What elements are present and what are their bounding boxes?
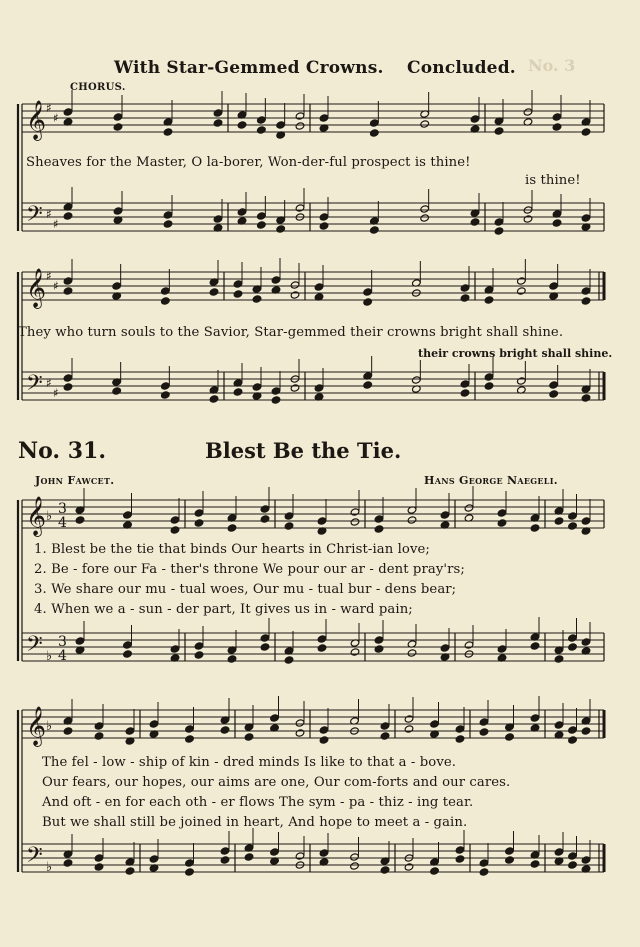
note-head [194, 642, 204, 650]
note-head [479, 868, 489, 876]
note-head [185, 725, 195, 733]
note-head [220, 856, 230, 864]
treble-clef: 𝄞 [26, 706, 47, 746]
note-head [194, 651, 204, 659]
note-head [63, 277, 73, 285]
note-head [404, 863, 414, 871]
note-head [494, 218, 504, 226]
note-head [149, 720, 159, 728]
note-head [113, 113, 123, 121]
note-head [233, 280, 243, 288]
note-head [464, 504, 474, 512]
note-head [257, 116, 267, 124]
note-head [63, 859, 73, 867]
note-head [209, 395, 219, 403]
note-head [314, 384, 324, 392]
note-head [420, 214, 430, 222]
chorus-echo-1: is thine! [525, 173, 581, 188]
note-head [170, 516, 180, 524]
note-head [552, 219, 562, 227]
note-head [554, 721, 564, 729]
note-head [530, 642, 540, 650]
note-head [568, 643, 578, 651]
note-head [125, 867, 135, 875]
note-head [319, 849, 329, 857]
note-head [125, 727, 135, 735]
note-head [170, 526, 180, 534]
note-head [220, 847, 230, 855]
key-sharp: ♯ [53, 279, 59, 293]
note-head [497, 519, 507, 527]
note-head [568, 736, 578, 744]
note-head [94, 863, 104, 871]
note-head [581, 287, 591, 295]
note-head [170, 645, 180, 653]
note-head [581, 638, 591, 646]
note-head [317, 644, 327, 652]
hymn-title: Blest Be the Tie. [205, 438, 402, 463]
note-head [113, 207, 123, 215]
note-head [404, 725, 414, 733]
chorus-lyric-line-1: Sheaves for the Master, O la-borer, Won-der-ful prospect is thine! [26, 155, 471, 170]
note-head [227, 524, 237, 532]
note-head [407, 649, 417, 657]
note-head [479, 859, 489, 867]
note-head [63, 287, 73, 295]
note-head [314, 283, 324, 291]
note-head [430, 720, 440, 728]
note-head [295, 204, 305, 212]
note-head [350, 853, 360, 861]
note-head [549, 390, 559, 398]
note-head [581, 128, 591, 136]
note-head [363, 288, 373, 296]
note-head [149, 855, 159, 863]
note-head [523, 108, 533, 116]
note-head [505, 847, 515, 855]
note-head [554, 848, 564, 856]
note-head [370, 119, 380, 127]
note-head [233, 388, 243, 396]
note-head [479, 728, 489, 736]
note-head [270, 848, 280, 856]
note-head [497, 645, 507, 653]
note-head [161, 297, 171, 305]
key-sharp: ♯ [53, 217, 59, 231]
note-head [568, 852, 578, 860]
chorus-label: CHORUS. [70, 82, 126, 93]
note-head [530, 714, 540, 722]
note-head [581, 856, 591, 864]
note-head [161, 287, 171, 295]
note-head [430, 867, 440, 875]
note-head [404, 715, 414, 723]
note-head [420, 205, 430, 213]
hymn-number: No. 31. [18, 438, 106, 464]
chorus-lyric-line-2: They who turn souls to the Savior, Star-gemmed their crowns bright shall shine. [18, 325, 564, 340]
note-head [63, 727, 73, 735]
note-head [380, 866, 390, 874]
key-flat: ♭ [46, 509, 53, 524]
note-head [213, 119, 223, 127]
note-head [374, 525, 384, 533]
note-head [317, 517, 327, 525]
note-head [94, 732, 104, 740]
note-head [484, 373, 494, 381]
note-head [407, 516, 417, 524]
note-head [412, 376, 422, 384]
verse-b-1: The fel - low - ship of kin - dred minds Is like to that a - bove. [42, 755, 457, 770]
note-head [113, 123, 123, 131]
note-head [581, 214, 591, 222]
note-head [484, 382, 494, 390]
note-head [233, 290, 243, 298]
note-head [112, 387, 122, 395]
bass-clef: 𝄢 [26, 202, 43, 232]
note-head [505, 856, 515, 864]
note-head [554, 655, 564, 663]
note-head [252, 295, 262, 303]
note-head [271, 396, 281, 404]
note-head [460, 389, 470, 397]
note-head [455, 846, 465, 854]
note-head [290, 384, 300, 392]
note-head [75, 637, 85, 645]
note-head [517, 277, 527, 285]
note-head [194, 519, 204, 527]
note-head [75, 516, 85, 524]
bass-clef: 𝄢 [26, 632, 43, 662]
time-signature: 3 [58, 634, 67, 650]
concluded-label: Concluded. [407, 58, 516, 78]
note-head [350, 508, 360, 516]
note-head [552, 123, 562, 131]
note-head [244, 853, 254, 861]
key-sharp: ♯ [46, 376, 52, 390]
note-head [494, 227, 504, 235]
note-head [94, 854, 104, 862]
note-head [185, 735, 195, 743]
note-head [260, 634, 270, 642]
verse-b-4: But we shall still be joined in heart, And hope to meet a - gain. [42, 815, 468, 830]
verse-b-2: Our fears, our hopes, our aims are one, Our com-forts and our cares. [42, 775, 511, 790]
bass-clef: 𝄢 [26, 843, 43, 873]
note-head [123, 641, 133, 649]
key-flat: ♭ [46, 719, 53, 734]
note-head [517, 287, 527, 295]
treble-clef: 𝄞 [26, 496, 47, 536]
note-head [63, 108, 73, 116]
note-head [290, 281, 300, 289]
verse-a-4: 4. When we a - sun - der part, It gives us in - ward pain; [34, 602, 413, 617]
note-head [123, 650, 133, 658]
note-head [237, 208, 247, 216]
note-head [455, 725, 465, 733]
note-head [420, 120, 430, 128]
verse-a-3: 3. We share our mu - tual woes, Our mu - tual bur - dens bear; [34, 582, 457, 597]
note-head [455, 855, 465, 863]
note-head [123, 511, 133, 519]
song-title: With Star-Gemmed Crowns. [114, 58, 384, 78]
verse-a-1: 1. Blest be the tie that binds Our hearts in Christ-ian love; [34, 542, 430, 557]
note-head [440, 511, 450, 519]
time-signature: 3 [58, 501, 67, 517]
note-head [350, 518, 360, 526]
note-head [581, 517, 591, 525]
note-head [530, 524, 540, 532]
time-signature: 4 [58, 648, 67, 664]
note-head [295, 852, 305, 860]
note-head [244, 733, 254, 741]
note-head [213, 215, 223, 223]
key-flat: ♭ [46, 860, 53, 875]
note-head [470, 218, 480, 226]
note-head [530, 860, 540, 868]
note-head [185, 859, 195, 867]
note-head [370, 129, 380, 137]
chorus-echo-2: their crowns bright shall shine. [418, 347, 613, 360]
note-head [161, 382, 171, 390]
note-head [494, 127, 504, 135]
note-head [185, 868, 195, 876]
bass-clef: 𝄢 [26, 371, 43, 401]
note-head [549, 282, 559, 290]
note-head [552, 113, 562, 121]
note-head [505, 733, 515, 741]
note-head [260, 515, 270, 523]
note-head [319, 726, 329, 734]
key-sharp: ♯ [53, 111, 59, 125]
note-head [374, 645, 384, 653]
note-head [209, 288, 219, 296]
note-head [497, 509, 507, 517]
note-head [549, 381, 559, 389]
note-head [317, 635, 327, 643]
author-credit: John Fawcet. [35, 474, 115, 487]
note-head [380, 732, 390, 740]
note-head [568, 861, 578, 869]
note-head [319, 736, 329, 744]
note-head [63, 212, 73, 220]
key-flat: ♭ [46, 649, 53, 664]
note-head [257, 221, 267, 229]
note-head [63, 383, 73, 391]
key-sharp: ♯ [53, 386, 59, 400]
note-head [568, 522, 578, 530]
note-head [271, 387, 281, 395]
note-head [523, 215, 533, 223]
note-head [470, 115, 480, 123]
note-head [284, 512, 294, 520]
note-head [319, 114, 329, 122]
note-head [370, 226, 380, 234]
note-head [568, 634, 578, 642]
note-head [194, 509, 204, 517]
note-head [284, 656, 294, 664]
note-head [554, 517, 564, 525]
note-head [163, 211, 173, 219]
note-head [290, 291, 300, 299]
note-head [319, 213, 329, 221]
note-head [257, 126, 267, 134]
note-head [163, 128, 173, 136]
key-sharp: ♯ [46, 207, 52, 221]
note-head [460, 294, 470, 302]
note-head [252, 383, 262, 391]
note-head [220, 726, 230, 734]
treble-clef: 𝄞 [26, 268, 47, 308]
verse-b-3: And oft - en for each oth - er flows The sym - pa - thiz - ing tear. [42, 795, 474, 810]
note-head [112, 282, 122, 290]
note-head [319, 222, 329, 230]
note-head [94, 722, 104, 730]
note-head [460, 380, 470, 388]
time-signature: 4 [58, 515, 67, 531]
note-head [161, 391, 171, 399]
note-head [260, 505, 270, 513]
note-head [581, 727, 591, 735]
note-head [484, 296, 494, 304]
note-head [163, 220, 173, 228]
note-head [517, 377, 527, 385]
note-head [350, 862, 360, 870]
note-head [270, 714, 280, 722]
note-head [460, 284, 470, 292]
note-head [295, 112, 305, 120]
note-head [363, 381, 373, 389]
note-head [581, 297, 591, 305]
key-sharp: ♯ [46, 269, 52, 283]
note-head [350, 648, 360, 656]
note-head [295, 719, 305, 727]
verse-a-2: 2. Be - fore our Fa - ther's throne We pour our ar - dent pray'rs; [34, 562, 465, 577]
note-head [257, 212, 267, 220]
key-sharp: ♯ [46, 101, 52, 115]
note-head [63, 374, 73, 382]
note-head [581, 394, 591, 402]
note-head [276, 121, 286, 129]
note-head [271, 276, 281, 284]
note-head [237, 121, 247, 129]
note-head [464, 641, 474, 649]
note-head [374, 515, 384, 523]
ghost-page-number: No. 3 [528, 56, 576, 75]
note-head [568, 512, 578, 520]
note-head [284, 522, 294, 530]
treble-clef: 𝄞 [26, 100, 47, 140]
note-head [440, 644, 450, 652]
note-head [380, 722, 390, 730]
note-head [227, 655, 237, 663]
note-head [295, 122, 305, 130]
note-head [568, 726, 578, 734]
note-head [276, 225, 286, 233]
note-head [455, 735, 465, 743]
note-head [295, 729, 305, 737]
note-head [213, 109, 223, 117]
note-head [479, 718, 489, 726]
note-head [363, 298, 373, 306]
note-head [260, 643, 270, 651]
note-head [374, 636, 384, 644]
composer-credit: Hans George Naegeli. [424, 474, 558, 487]
